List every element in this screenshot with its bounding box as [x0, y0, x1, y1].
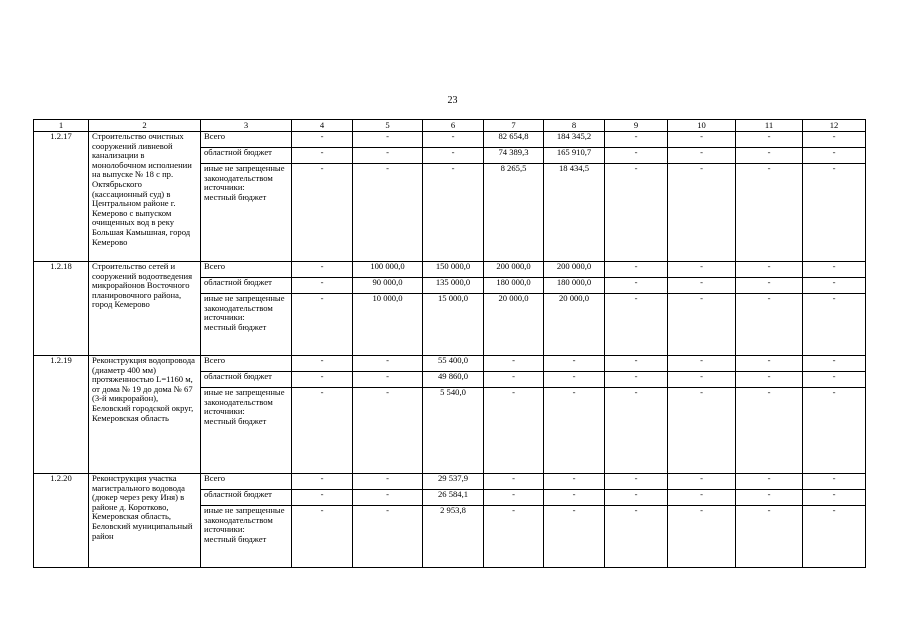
value-cell: - [605, 356, 668, 372]
value-cell: - [292, 132, 353, 148]
value-cell: - [803, 262, 866, 278]
value-cell: - [803, 132, 866, 148]
value-cell: 15 000,0 [423, 294, 484, 356]
table-row [34, 356, 866, 372]
value-cell: - [605, 388, 668, 474]
value-cell: - [544, 356, 605, 372]
value-cell: - [736, 132, 803, 148]
funding-source-label: областной бюджет [201, 490, 292, 506]
section-name: Реконструкция водопровода (диаметр 400 мм) протяженностью L=1160 м, от дома № 19 до дома № 67 (3-й микрорайон), Беловский городской округ, Кемеровская область [89, 356, 201, 474]
value-cell: - [292, 148, 353, 164]
value-cell: - [736, 278, 803, 294]
value-cell: - [605, 278, 668, 294]
value-cell: - [668, 372, 736, 388]
value-cell: - [736, 164, 803, 262]
table-row [34, 474, 866, 490]
value-cell: - [668, 474, 736, 490]
value-cell: - [484, 506, 544, 568]
value-cell: - [484, 490, 544, 506]
value-cell: 184 345,2 [544, 132, 605, 148]
page-number: 23 [447, 95, 458, 106]
value-cell: 150 000,0 [423, 262, 484, 278]
value-cell: - [353, 356, 423, 372]
value-cell: 200 000,0 [484, 262, 544, 278]
value-cell: - [736, 490, 803, 506]
value-cell: - [605, 294, 668, 356]
value-cell: 8 265,5 [484, 164, 544, 262]
value-cell: - [544, 372, 605, 388]
section-code: 1.2.20 [34, 474, 89, 568]
table-row [34, 262, 866, 278]
value-cell: - [736, 474, 803, 490]
value-cell: - [605, 132, 668, 148]
value-cell: 200 000,0 [544, 262, 605, 278]
value-cell: - [803, 474, 866, 490]
value-cell: - [292, 356, 353, 372]
value-cell: - [668, 278, 736, 294]
funding-source-label: Всего [201, 356, 292, 372]
value-cell: - [668, 148, 736, 164]
value-cell: - [736, 356, 803, 372]
value-cell: - [484, 388, 544, 474]
value-cell: - [484, 372, 544, 388]
value-cell: - [803, 506, 866, 568]
value-cell: - [423, 164, 484, 262]
value-cell: - [292, 294, 353, 356]
value-cell: - [423, 148, 484, 164]
value-cell: - [292, 164, 353, 262]
section-code: 1.2.18 [34, 262, 89, 356]
value-cell: - [484, 356, 544, 372]
section-name: Реконструкция участка магистрального водовода (дюкер через реку Иня) в районе д. Коротково, Кемеровская область, Беловский муниципальный район [89, 474, 201, 568]
header-cell: 7 [484, 120, 544, 132]
section-code: 1.2.17 [34, 132, 89, 262]
header-cell: 2 [89, 120, 201, 132]
section-code: 1.2.19 [34, 356, 89, 474]
value-cell: - [736, 262, 803, 278]
value-cell: - [668, 388, 736, 474]
value-cell: 20 000,0 [544, 294, 605, 356]
section-name: Строительство сетей и сооружений водоотведения микрорайонов Восточного планировочного района, город Кемерово [89, 262, 201, 356]
value-cell: - [803, 164, 866, 262]
header-cell: 1 [34, 120, 89, 132]
header-cell: 11 [736, 120, 803, 132]
value-cell: - [605, 506, 668, 568]
value-cell: - [292, 506, 353, 568]
value-cell: - [736, 506, 803, 568]
value-cell: - [292, 388, 353, 474]
value-cell: - [353, 148, 423, 164]
value-cell: - [736, 148, 803, 164]
header-cell: 12 [803, 120, 866, 132]
value-cell: - [803, 294, 866, 356]
funding-source-label: областной бюджет [201, 278, 292, 294]
value-cell: - [292, 474, 353, 490]
value-cell: - [544, 506, 605, 568]
header-cell: 3 [201, 120, 292, 132]
value-cell: - [803, 278, 866, 294]
funding-source-label: Всего [201, 132, 292, 148]
value-cell: - [353, 164, 423, 262]
value-cell: - [605, 474, 668, 490]
value-cell: - [353, 132, 423, 148]
value-cell: 55 400,0 [423, 356, 484, 372]
value-cell: - [423, 132, 484, 148]
header-row [34, 120, 866, 132]
value-cell: - [484, 474, 544, 490]
header-cell: 9 [605, 120, 668, 132]
value-cell: 100 000,0 [353, 262, 423, 278]
value-cell: 165 910,7 [544, 148, 605, 164]
value-cell: 26 584,1 [423, 490, 484, 506]
value-cell: - [544, 388, 605, 474]
value-cell: - [736, 372, 803, 388]
value-cell: - [353, 388, 423, 474]
value-cell: 90 000,0 [353, 278, 423, 294]
value-cell: - [353, 474, 423, 490]
funding-source-label: областной бюджет [201, 372, 292, 388]
value-cell: - [353, 372, 423, 388]
funding-source-label: иные не запрещенные законодательством источники: местный бюджет [201, 506, 292, 568]
header-cell: 10 [668, 120, 736, 132]
value-cell: 180 000,0 [484, 278, 544, 294]
value-cell: - [736, 388, 803, 474]
value-cell: 18 434,5 [544, 164, 605, 262]
value-cell: - [605, 164, 668, 262]
value-cell: 5 540,0 [423, 388, 484, 474]
value-cell: - [292, 372, 353, 388]
value-cell: 20 000,0 [484, 294, 544, 356]
header-cell: 4 [292, 120, 353, 132]
funding-source-label: иные не запрещенные законодательством источники: местный бюджет [201, 164, 292, 262]
value-cell: - [605, 372, 668, 388]
value-cell: - [803, 388, 866, 474]
value-cell: 82 654,8 [484, 132, 544, 148]
section-name: Строительство очистных сооружений ливневой канализации в монолобочном исполнении на выпуске № 18 с пр. Октябрьского (кассационный суд) в Центральном районе г. Кемерово с выпуском очищенных вод в реку Большая Камышная, город Кемерово [89, 132, 201, 262]
value-cell: 10 000,0 [353, 294, 423, 356]
value-cell: - [803, 372, 866, 388]
value-cell: - [292, 262, 353, 278]
value-cell: - [605, 490, 668, 506]
value-cell: - [803, 490, 866, 506]
value-cell: - [292, 490, 353, 506]
funding-table [33, 119, 866, 568]
value-cell: - [353, 506, 423, 568]
value-cell: 180 000,0 [544, 278, 605, 294]
value-cell: 49 860,0 [423, 372, 484, 388]
value-cell: - [544, 490, 605, 506]
value-cell: 74 389,3 [484, 148, 544, 164]
value-cell: - [668, 506, 736, 568]
funding-source-label: иные не запрещенные законодательством источники: местный бюджет [201, 294, 292, 356]
value-cell: 135 000,0 [423, 278, 484, 294]
value-cell: 2 953,8 [423, 506, 484, 568]
value-cell: 29 537,9 [423, 474, 484, 490]
funding-source-label: иные не запрещенные законодательством источники: местный бюджет [201, 388, 292, 474]
value-cell: - [668, 356, 736, 372]
header-cell: 6 [423, 120, 484, 132]
value-cell: - [605, 148, 668, 164]
value-cell: - [803, 148, 866, 164]
funding-source-label: Всего [201, 262, 292, 278]
table-row [34, 132, 866, 148]
value-cell: - [605, 262, 668, 278]
value-cell: - [292, 278, 353, 294]
value-cell: - [736, 294, 803, 356]
header-cell: 5 [353, 120, 423, 132]
funding-source-label: областной бюджет [201, 148, 292, 164]
value-cell: - [544, 474, 605, 490]
value-cell: - [668, 490, 736, 506]
funding-source-label: Всего [201, 474, 292, 490]
value-cell: - [668, 164, 736, 262]
value-cell: - [803, 356, 866, 372]
value-cell: - [668, 294, 736, 356]
value-cell: - [668, 262, 736, 278]
value-cell: - [353, 490, 423, 506]
value-cell: - [668, 132, 736, 148]
header-cell: 8 [544, 120, 605, 132]
